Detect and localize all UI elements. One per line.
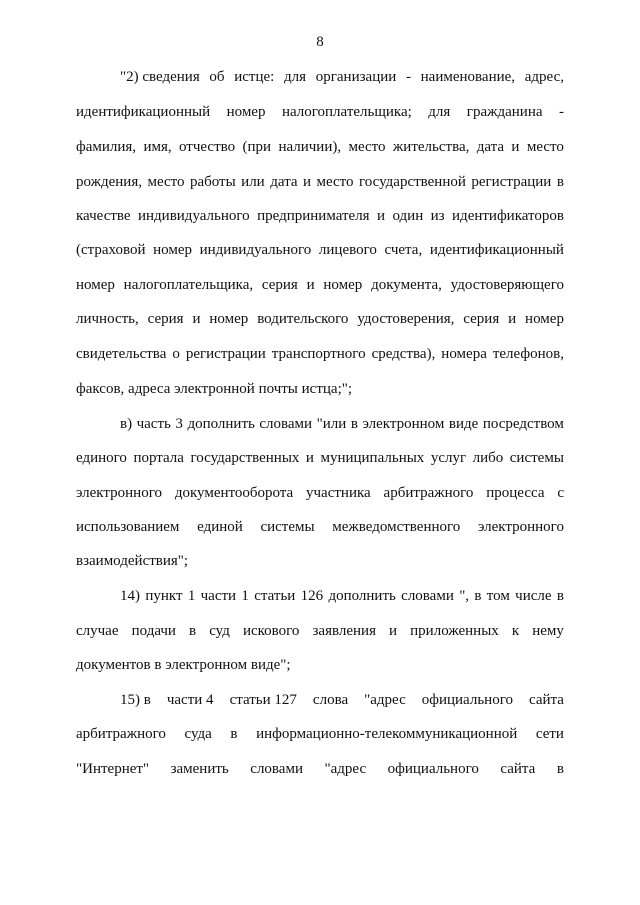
word: фамилия, — [76, 139, 137, 155]
word: дополнить — [328, 588, 396, 604]
word: части — [200, 588, 237, 604]
word: арбитражного — [76, 726, 166, 742]
text-line-20 — [76, 724, 564, 744]
text-line-15: взаимодействия"; — [76, 553, 189, 569]
word: сети — [535, 726, 564, 742]
text-line-16 — [120, 586, 564, 606]
word: - — [558, 104, 564, 120]
word: часть — [136, 416, 171, 432]
word: и — [306, 277, 315, 293]
word: межведомственного — [332, 519, 461, 535]
word: 15) в — [120, 692, 151, 708]
word: или — [241, 174, 265, 190]
word: "или — [316, 416, 347, 432]
word: суда — [184, 726, 212, 742]
word: в — [556, 588, 564, 604]
text-line-12 — [76, 448, 564, 468]
word: суд — [209, 623, 230, 639]
word: и — [305, 450, 314, 466]
text-line-5 — [76, 206, 564, 226]
word: номер — [525, 311, 564, 327]
word: 14) — [120, 588, 140, 604]
word: счета, — [384, 242, 423, 258]
word: наименование, — [420, 69, 516, 85]
word: наличии), — [278, 139, 342, 155]
word: о — [172, 346, 180, 362]
word: словами — [250, 761, 303, 777]
word: транспортного — [271, 346, 366, 362]
word: свидетельства — [76, 346, 167, 362]
word: (страховой — [76, 242, 146, 258]
word: для — [428, 104, 451, 120]
word: в) — [120, 416, 133, 432]
word: числе — [515, 588, 552, 604]
word: номер — [323, 277, 363, 293]
word: электронного — [477, 519, 564, 535]
word: в — [189, 623, 197, 639]
word: имя, — [143, 139, 172, 155]
word: идентификаторов — [452, 208, 564, 224]
word: официального — [421, 692, 513, 708]
word: идентификационный — [429, 242, 564, 258]
word: с — [557, 485, 564, 501]
word: место — [316, 174, 354, 190]
word: системы — [509, 450, 564, 466]
word: номер — [153, 242, 193, 258]
word: дата — [270, 174, 298, 190]
word: к — [511, 623, 520, 639]
word: 1 — [241, 588, 249, 604]
word: приложенных — [410, 623, 499, 639]
word: номер — [226, 104, 266, 120]
word: либо — [472, 450, 504, 466]
word: налогоплательщика, — [123, 277, 254, 293]
word: и — [302, 174, 311, 190]
word: "2) сведения — [120, 69, 200, 85]
text-line-14 — [76, 517, 564, 537]
word: регистрации — [185, 346, 266, 362]
word: нему — [532, 623, 564, 639]
word: статьи — [254, 588, 296, 604]
text-line-19 — [120, 690, 564, 710]
word: заменить — [170, 761, 229, 777]
word: пункт — [145, 588, 183, 604]
word: личность, — [76, 311, 139, 327]
text-line-4 — [76, 172, 564, 192]
word: место — [147, 174, 185, 190]
word: сайта — [500, 761, 536, 777]
text-line-10: факсов, адреса электронной почты истца;"; — [76, 381, 353, 397]
word: серия — [147, 311, 184, 327]
page-number: 8 — [316, 34, 324, 50]
word: и — [389, 623, 398, 639]
word: 126 — [300, 588, 324, 604]
word: документооборота — [174, 485, 294, 501]
word: истце: — [234, 69, 275, 85]
word: жительства, — [392, 139, 470, 155]
word: словами — [401, 588, 454, 604]
word: 3 — [175, 416, 183, 432]
text-line-17 — [76, 621, 564, 641]
word: виде — [448, 416, 479, 432]
word: номера — [441, 346, 487, 362]
text-line-9 — [76, 344, 564, 364]
word: организации — [315, 69, 397, 85]
word: подачи — [131, 623, 176, 639]
text-line-11 — [120, 414, 564, 434]
word: "адрес — [364, 692, 406, 708]
word: идентификационный — [76, 104, 211, 120]
word: ", — [459, 588, 470, 604]
word: части 4 — [166, 692, 214, 708]
word: статьи 127 — [229, 692, 297, 708]
word: один — [392, 208, 424, 224]
word: государственной — [358, 174, 466, 190]
word: заявления — [312, 623, 376, 639]
word: серия — [463, 311, 500, 327]
word: и — [511, 139, 520, 155]
word: информационно-телекоммуникационной — [256, 726, 518, 742]
word: том — [486, 588, 510, 604]
word: словами — [259, 416, 313, 432]
word: официального — [387, 761, 479, 777]
word: процесса — [486, 485, 545, 501]
word: посредством — [482, 416, 564, 432]
word: индивидуального — [199, 242, 312, 258]
word: в — [474, 588, 482, 604]
word: средства), — [371, 346, 436, 362]
word: случае — [76, 623, 119, 639]
word: (при — [242, 139, 272, 155]
word: место — [348, 139, 386, 155]
word: номер — [76, 277, 115, 293]
text-line-1 — [120, 67, 564, 87]
word: об — [209, 69, 225, 85]
word: электронном — [362, 416, 445, 432]
word: работы — [189, 174, 236, 190]
word: в — [230, 726, 238, 742]
word: водительского — [257, 311, 349, 327]
word: участника — [306, 485, 371, 501]
word: в — [556, 761, 564, 777]
word: использованием — [76, 519, 180, 535]
text-line-3 — [76, 137, 564, 157]
word: удостоверяющего — [450, 277, 564, 293]
word: качестве — [76, 208, 131, 224]
word: 1 — [187, 588, 196, 604]
word: место — [526, 139, 564, 155]
word: предпринимателя — [257, 208, 370, 224]
word: регистрации — [471, 174, 552, 190]
text-line-18: документов в электронном виде"; — [76, 657, 291, 673]
word: для — [284, 69, 307, 85]
word: документа, — [371, 277, 442, 293]
word: государственных — [190, 450, 300, 466]
word: - — [405, 69, 411, 85]
word: и — [192, 311, 201, 327]
word: индивидуального — [137, 208, 250, 224]
text-line-8 — [76, 309, 564, 329]
word: удостоверения, — [357, 311, 455, 327]
text-line-21 — [76, 759, 564, 779]
word: муниципальных — [320, 450, 425, 466]
text-line-6 — [76, 240, 564, 260]
word: в — [350, 416, 358, 432]
word: налогоплательщика; — [281, 104, 412, 120]
text-line-2 — [76, 102, 564, 122]
word: и — [508, 311, 517, 327]
word: "Интернет" — [76, 761, 150, 777]
word: телефонов, — [492, 346, 564, 362]
word: системы — [260, 519, 315, 535]
word: номер — [209, 311, 249, 327]
word: и — [377, 208, 386, 224]
word: сайта — [529, 692, 564, 708]
word: слова — [312, 692, 349, 708]
word: портала — [133, 450, 184, 466]
word: из — [430, 208, 445, 224]
word: арбитражного — [383, 485, 474, 501]
word: рождения, — [76, 174, 142, 190]
word: искового — [242, 623, 300, 639]
word: отчество — [178, 139, 236, 155]
text-line-13 — [76, 483, 564, 503]
word: электронного — [76, 485, 162, 501]
word: единого — [76, 450, 127, 466]
word: дополнить — [187, 416, 255, 432]
word: дата — [476, 139, 505, 155]
word: лицевого — [318, 242, 377, 258]
word: серия — [261, 277, 298, 293]
word: услуг — [430, 450, 467, 466]
word: "адрес — [324, 761, 367, 777]
word: единой — [197, 519, 243, 535]
text-line-7 — [76, 275, 564, 295]
word: гражданина — [466, 104, 543, 120]
word: в — [556, 174, 564, 190]
word: адрес, — [524, 69, 564, 85]
